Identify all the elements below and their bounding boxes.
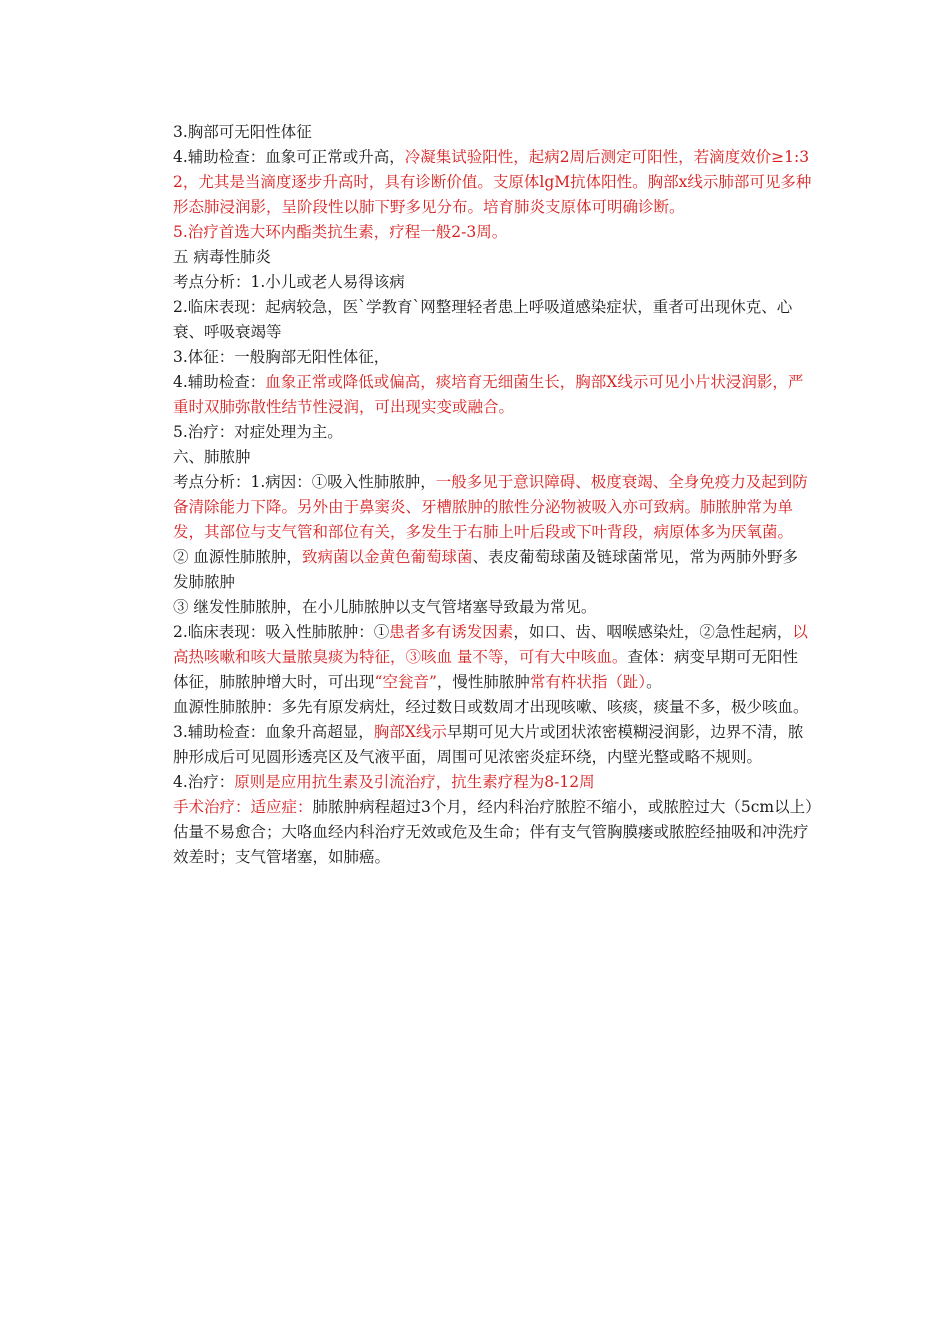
body-text: 2.临床表现：吸入性肺脓肿：① [173,623,390,641]
body-text: 3.体征：一般胸部无阳性体征， [173,348,390,366]
highlighted-text: 手术治疗：适应症： [173,798,313,816]
paragraph [173,595,813,620]
body-text: 考点分析：1.小儿或老人易得该病 [173,273,405,291]
highlighted-text: 患者多有诱发因素 [389,623,514,641]
body-text: 5.治疗：对症处理为主。 [173,423,343,441]
paragraph [173,470,813,545]
body-text: 4.辅助检查：血象可正常或升高， [173,148,405,166]
body-text: ，慢性肺脓肿 [436,673,530,691]
body-text: ② 血源性肺脓肿， [173,548,302,566]
body-text: 4.辅助检查： [173,373,266,391]
body-text: ③ 继发性肺脓肿，在小儿肺脓肿以支气管堵塞导致最为常见。 [173,598,597,616]
body-text: 查体：病变早期可无阳性体征，肺脓肿增大时，可出现 [173,648,798,691]
highlighted-text: 以高热咳嗽和咳大量脓臭痰为特征，③咳血 量不等，可有大中咳血。 [173,623,808,666]
body-text: 六、肺脓肿 [173,448,251,466]
body-text: 3.辅助检查：血象升高超显， [173,723,374,741]
highlighted-text: 冷凝集试验阳性，起病2周后测定可阳性，若滴度效价≥1:32，尤其是当滴度逐步升高时，具有诊断价值。支原体lgM抗体阳性。胸部x线示肺部可见多种形态肺浸润影，呈阶段性以肺下野多见分布。培育肺炎支原体可明确诊断。 [173,148,812,216]
body-text: 2.临床表现：起病较急，医`学教育`网整理轻者患上呼吸道感染症状，重者可出现休克、心衰、呼吸衰竭等 [173,298,793,341]
body-text: 血源性肺脓肿：多先有原发病灶，经过数日或数周才出现咳嗽、咳痰，痰量不多，极少咳血。 [173,698,809,716]
paragraph [173,695,813,720]
highlighted-text: 胸部X线示 [373,723,447,741]
body-text: 早期可见大片或团状浓密模糊浸润影，边界不清，脓肿形成后可见圆形透亮区及气液平面，周围可见浓密炎症环绕，内壁光整或略不规则。 [173,723,804,766]
body-text: 4.治疗： [173,773,235,791]
paragraph [173,720,813,770]
body-text: 考点分析：1.病因：①吸入性肺脓肿， [173,473,436,491]
paragraph [173,295,813,345]
paragraph [173,620,813,695]
paragraph [173,345,813,370]
highlighted-text: 致病菌以金黄色葡萄球菌 [301,548,473,566]
highlighted-text: “空瓮音” [374,673,437,691]
highlighted-text: 血象正常或降低或偏高，痰培育无细菌生长，胸部X线示可见小片状浸润影，严重时双肺弥散性结节性浸润，可出现实变或融合。 [173,373,804,416]
highlighted-text: 一般多见于意识障碍、极度衰竭、全身免疫力及起到防备清除能力下降。另外由于鼻窦炎、牙槽脓肿的脓性分泌物被吸入亦可致病。肺脓肿常为单发，其部位与支气管和部位有关，多发生于右肺上叶后段或下叶背段，病原体多为厌氧菌。 [173,473,808,541]
body-text: 肺脓肿病程超过3个月，经内科治疗脓腔不缩小，或脓腔过大（5cm以上）估量不易愈合；大咯血经内科治疗无效或危及生命；伴有支气管胸膜瘘或脓腔经抽吸和冲洗疗效差时；支气管堵塞，如肺癌。 [173,798,813,866]
highlighted-text: 原则是应用抗生素及引流治疗，抗生素疗程为8-12周 [234,773,595,791]
paragraph [173,270,813,295]
paragraph [173,445,813,470]
body-text: 、表皮葡萄球菌及链球菌常见，常为两肺外野多发肺脓肿 [173,548,798,591]
paragraph [173,770,813,795]
body-text: 。 [646,673,662,691]
paragraph [173,120,813,145]
paragraph [173,420,813,445]
body-text: 五 病毒性肺炎 [173,248,271,266]
highlighted-text: 常有杵状指（趾） [529,673,647,691]
body-text: ，如口、齿、咽喉感染灶，②急性起病， [513,623,793,641]
paragraph [173,220,813,245]
highlighted-text: 5.治疗首选大环内酯类抗生素，疗程一般2-3周。 [173,223,508,241]
document-body [173,120,813,870]
paragraph [173,795,813,870]
paragraph [173,145,813,220]
paragraph [173,545,813,595]
paragraph [173,245,813,270]
paragraph [173,370,813,420]
body-text: 3.胸部可无阳性体征 [173,123,312,141]
